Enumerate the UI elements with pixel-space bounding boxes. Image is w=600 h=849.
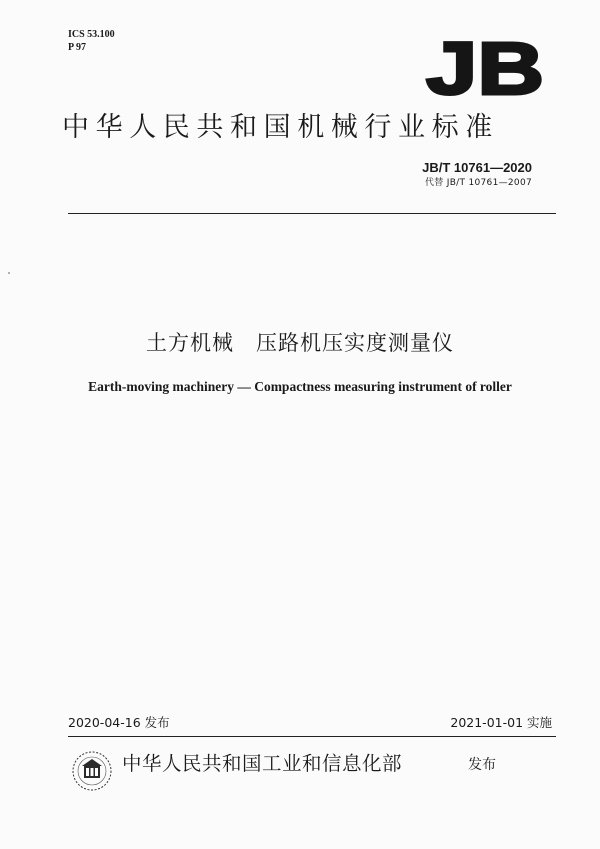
ccs-code: P 97	[68, 42, 87, 53]
supersedes-note: 代替 JB/T 10761—2007	[424, 178, 532, 188]
footer-divider	[68, 736, 556, 737]
scan-speck	[8, 272, 10, 274]
english-standard-title: Earth-moving machinery — Compactness measuring instrument of roller	[88, 379, 512, 394]
header-divider	[68, 213, 556, 214]
standard-category-title: 中华人民共和国机械行业标准	[62, 112, 499, 143]
standard-number: JB/T 10761—2020	[422, 160, 532, 175]
ics-code: ICS 53.100	[68, 29, 115, 40]
ministry-emblem-icon	[70, 749, 114, 793]
implement-date: 2021-01-01 实施	[450, 715, 552, 730]
chinese-standard-title: 土方机械 压路机压实度测量仪	[146, 331, 454, 355]
jb-logo	[420, 30, 548, 100]
logo-lettering: JB	[426, 30, 544, 100]
issuing-authority: 中华人民共和国工业和信息化部	[122, 752, 403, 775]
publish-date: 2020-04-16 发布	[68, 715, 170, 730]
issuer-suffix: 发布	[468, 757, 496, 773]
